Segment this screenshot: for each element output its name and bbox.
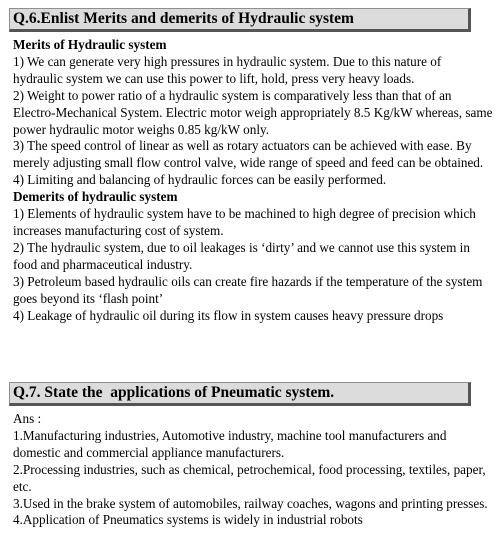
question-7-body — [13, 411, 493, 529]
application-item: 1.Manufacturing industries, Automotive industry, machine tool manufacturers and domestic and commercial appliance manufacturers. — [13, 427, 447, 460]
demerits-heading: Demerits of hydraulic system — [13, 189, 178, 205]
demerit-item: 4) Leakage of hydraulic oil during its flow in system causes heavy pressure drops — [13, 307, 444, 323]
question-7-title — [9, 382, 471, 406]
application-item: 3.Used in the brake system of automobiles, railway coaches, wagons and printing presses. — [13, 495, 488, 511]
merits-heading: Merits of Hydraulic system — [13, 37, 167, 52]
merit-item: 3) The speed control of linear as well as rotary actuators can be achieved with ease. By merely adjusting small flow control valve, wide range of speed and feed can be obtained. — [13, 138, 484, 171]
merit-item: 2) Weight to power ratio of a hydraulic system is comparatively less than that of an Electro-Mechanical System. Electric motor weigh appropriately 8.5 Kg/kW whereas, same power hydraulic motor weighs 0.85 kg/kW only. — [13, 87, 493, 137]
question-6-title-text: Q.6.Enlist Merits and demerits of Hydraulic system — [13, 10, 354, 27]
question-6-body — [13, 37, 493, 324]
merit-item: 4) Limiting and balancing of hydraulic forces can be easily performed. — [13, 172, 387, 188]
answer-label: Ans : — [13, 411, 42, 426]
question-6-title — [9, 8, 471, 32]
application-item: 2.Processing industries, such as chemical, petrochemical, food processing, textiles, paper, etc. — [13, 461, 486, 494]
application-item: 4.Application of Pneumatics systems is widely in industrial robots — [13, 512, 363, 528]
merit-item: 1) We can generate very high pressures in hydraulic system. Due to this nature of hydraulic system we can use this power to lift, hold, press very heavy loads. — [13, 53, 442, 86]
demerit-item: 3) Petroleum based hydraulic oils can create fire hazards if the temperature of the system goes beyond its ‘flash point’ — [13, 273, 483, 306]
demerit-item: 2) The hydraulic system, due to oil leakages is ‘dirty’ and we cannot use this system in food and pharmaceutical industry. — [13, 239, 470, 272]
question-7-title-text: Q.7. State the applications of Pneumatic system. — [13, 384, 335, 401]
demerit-item: 1) Elements of hydraulic system have to be machined to high degree of precision which increases manufacturing cost of system. — [13, 206, 476, 238]
